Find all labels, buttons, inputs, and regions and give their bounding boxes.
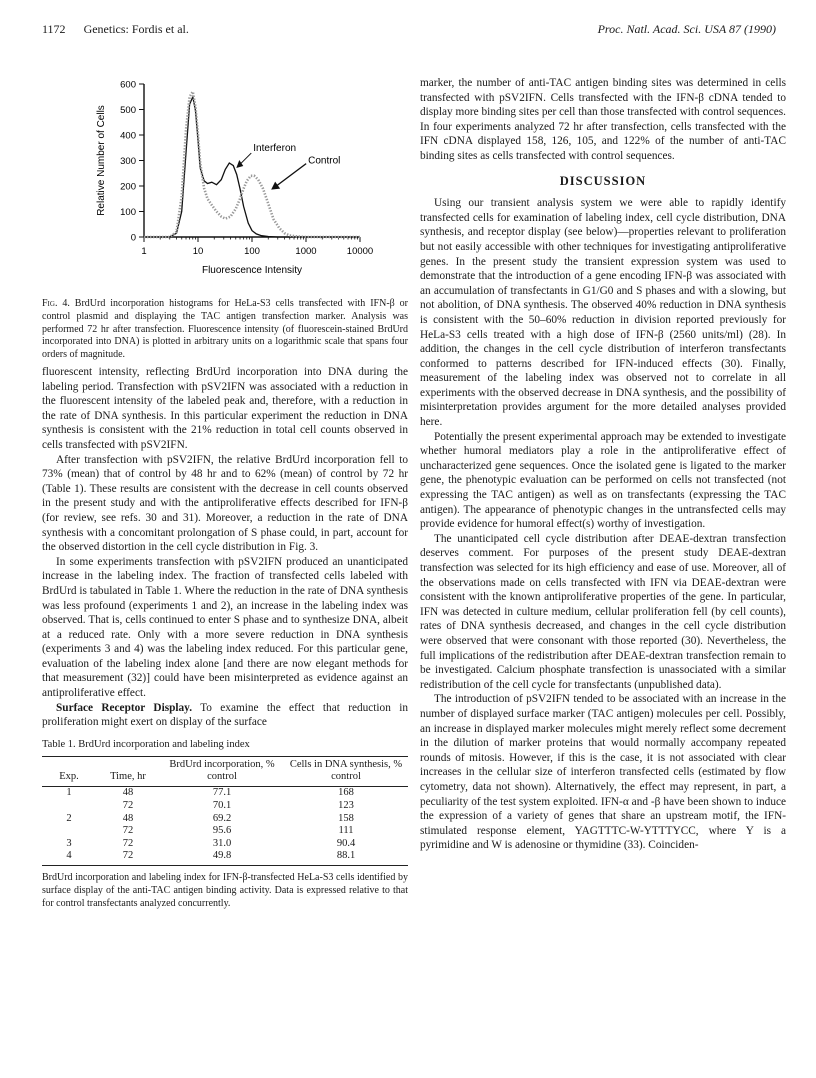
histogram-chart xyxy=(42,72,408,294)
annotation-interferon-label: Interferon xyxy=(253,143,297,155)
surface-receptor-heading: Surface Receptor Display. xyxy=(56,701,193,714)
journal-citation: Proc. Natl. Acad. Sci. USA 87 (1990) xyxy=(597,22,776,36)
table-cell: 168 xyxy=(338,787,354,799)
x-tick-label: 1000 xyxy=(295,246,317,257)
surface-receptor-text: To examine the effect that reduction in proliferation might exert on display of the surface xyxy=(42,701,408,729)
table-cell: 4 xyxy=(42,850,96,865)
right-paragraph-5: The introduction of pSV2IFN tended to be associated with an increase in the number of displayed surface marker (TAC antigen) molecules per cell. Possibly, an increase in displayed marker molecules might merely reflect some decrement in the dilution of marker proteins that would normally accompany repeated rounds of mitosis. However, if this is the case, it is not associated with clear increases in the cellular size of interferon transfected cells (estimated by flow cytometry, data not shown). Alternatively, the effect may represent, in part, a peculiarity of the test system exploited. IFN-α and -β have been shown to induce the expression of a variety of genes that share an upstream motif, the IFN-stimulated response element, YAGTTTC-W-YTTTYCC, where Y is a pyrimidine and W is adenosine or thymidine (33). Coinciden- xyxy=(420,693,786,852)
table-cell xyxy=(42,825,96,838)
table-cell: 31.0 xyxy=(212,837,232,849)
table-cell: 72 xyxy=(122,825,134,837)
running-header-left xyxy=(42,22,207,37)
table-header-row xyxy=(42,757,408,787)
y-tick-label: 0 xyxy=(130,232,136,244)
y-tick-label: 500 xyxy=(120,105,136,116)
series-interferon-line xyxy=(144,97,360,237)
x-tick-label: 10 xyxy=(192,246,204,257)
left-paragraph-4 xyxy=(42,701,408,730)
y-tick-label: 300 xyxy=(120,156,136,167)
table-cell: 90.4 xyxy=(336,837,356,849)
table-header-exp: Exp. xyxy=(42,757,96,787)
annotation-interferon-arrowhead xyxy=(236,160,243,168)
table-cell: 158 xyxy=(338,812,354,824)
table-header-cells: Cells in DNA synthesis, % control xyxy=(284,757,408,787)
discussion-heading: DISCUSSION xyxy=(559,173,647,188)
table-cell: 77.1 xyxy=(212,787,232,799)
table-row xyxy=(42,787,408,800)
table-row xyxy=(42,825,408,838)
table-row xyxy=(42,838,408,851)
table-cell: 72 xyxy=(122,837,134,849)
table-cell: 70.1 xyxy=(212,800,232,812)
table-cell: 123 xyxy=(338,800,354,812)
annotation-control-arrowhead xyxy=(271,182,280,190)
y-tick-label: 100 xyxy=(120,207,136,218)
table-cell: 3 xyxy=(66,837,72,849)
section-title: Genetics: Fordis et al. xyxy=(83,22,189,36)
right-paragraph-3: Potentially the present experimental approach may be extended to investigate whether humoral mediators play a role in the antiproliferative effect of uncharacterized gene sequences. Once the isolated gene is ligated to the marker gene, the phenotypic evaluation can be performed on cells not transfected (not expressing the TAC antigen) as well as on transfectants (expressing the TAC antigen). The appearance of phenotypic changes in the untransfected cells may provide evidence for humoral effect(s) worthy of investigation. xyxy=(420,430,786,531)
table-cell xyxy=(42,800,96,813)
y-tick-label: 400 xyxy=(120,130,136,142)
figure-4 xyxy=(42,72,408,294)
table-row xyxy=(42,813,408,826)
table-cell: 69.2 xyxy=(212,812,232,824)
right-paragraph-1: marker, the number of anti-TAC antigen binding sites was determined in cells transfected with pSV2IFN. Cells transfected with the IFN-β cDNA tended to display more binding sites per cell than those transfected with control sequences. In four experiments analyzed 72 hr after transfection, cells transfected with the IFN cDNA displayed 158, 126, 105, and 122% of the number of anti-TAC binding sites as cells transfected with control sequences. xyxy=(420,77,786,162)
table-row xyxy=(42,850,408,865)
table-cell: 49.8 xyxy=(160,850,284,865)
figure-caption-label: Fig. 4. xyxy=(42,298,70,309)
table-cell: 2 xyxy=(66,812,72,824)
figure-caption-text: BrdUrd incorporation histograms for HeLa-S3 cells transfected with IFN-β or control plasmid and displaying the TAC antigen transfection marker. Analysis was performed 72 hr after transfection. Fluorescence intensity (of fluorescein-stained BrdUrd incorporated into DNA) is plotted in arbitrary units on a logarithmic scale that spans four orders of magnitude. xyxy=(42,298,408,361)
left-paragraph-2: After transfection with pSV2IFN, the relative BrdUrd incorporation fell to 73% (mean) that of control by 48 hr and to 62% (mean) of control by 72 hr (Table 1). These results are consistent with the decrease in cell counts observed in the present study and with the antiproliferative effects described for IFN-β (for review, see refs. 30 and 31). Moreover, a reduction in the rate of DNA synthesis with a concomitant prolongation of S phase could, in part, account for the observed distortion in the cell cycle distribution in Fig. 3. xyxy=(42,453,408,554)
table-title: Table 1. BrdUrd incorporation and labeling index xyxy=(42,738,250,750)
table-footnote: BrdUrd incorporation and labeling index for IFN-β-transfected HeLa-S3 cells identified by surface display of the anti-TAC antigen binding activity. Data is expressed relative to that for control transfectants analyzed concurrently. xyxy=(42,872,408,909)
table-cell: 48 xyxy=(122,812,134,824)
table-cell: 88.1 xyxy=(284,850,408,865)
x-axis-label: Fluorescence Intensity xyxy=(201,265,303,276)
table-cell: 72 xyxy=(122,800,134,812)
table-header-time: Time, hr xyxy=(96,757,160,787)
x-tick-label: 1 xyxy=(141,246,147,257)
table-cell: 1 xyxy=(66,787,72,799)
table-cell: 48 xyxy=(122,787,134,799)
y-tick-label: 200 xyxy=(120,181,136,193)
right-paragraph-4: The unanticipated cell cycle distribution after DEAE-dextran transfection deserves comment. For purposes of the present study DEAE-dextran transfection was selected for its high efficiency and ease of use. Moreover, all of the observations made on cells transfected with IFN via DEAE-dextran were consistent with the known antiproliferative properties of the gene. In particular, IFN was detected in culture medium, cellular proliferation fell (by cell counts), rates of DNA synthesis decreased, and changes in the cell cycle distribution were observed that were consonant with those reported (30). Nevertheless, the full implications of the redistribution after DEAE-dextran transfection remain to be investigated. Calcium phosphate transfection is unassociated with a similar redistribution of the cell cycle for transfectants (unpublished data). xyxy=(420,532,786,691)
table-cell: 72 xyxy=(96,850,160,865)
left-column xyxy=(42,365,408,910)
y-axis-label: Relative Number of Cells xyxy=(96,105,107,216)
x-tick-label: 10000 xyxy=(346,246,374,257)
figure-caption xyxy=(42,298,408,362)
right-column xyxy=(420,76,786,853)
annotation-control-arrow xyxy=(274,164,306,188)
x-tick-label: 100 xyxy=(244,246,260,257)
left-paragraph-1: fluorescent intensity, reflecting BrdUrd incorporation into DNA during the labeling period. Transfection with pSV2IFN was associated with a reduction in the fluorescent intensity of the labeled peak and, therefore, with a reduction in the rate of DNA synthesis. In this particular experiment the reduction in DNA synthesis is consistent with the 21% reduction in total cell counts observed in cells transfected with pSV2IFN. xyxy=(42,366,408,451)
table-row xyxy=(42,800,408,813)
table-cell: 95.6 xyxy=(212,825,232,837)
annotation-control-label: Control xyxy=(308,155,341,167)
page-number: 1172 xyxy=(42,22,66,36)
y-tick-label: 600 xyxy=(120,79,136,91)
right-paragraph-2: Using our transient analysis system we were able to rapidly identify transfected cells for examination of labeling index, cell cycle distribution, DNA synthesis, and receptor display (see below)—properties relevant to proliferation but not easily accessible with other techniques for investigating antiproliferative genes. In the present study the transient expression system was used to demonstrate that the introduction of a gene encoding IFN-β was associated with an accumulation of transfectants in G1/G0 and S phases and with a slowing, but not abolition, of DNA synthesis. The observed 40% reduction in DNA synthesis is consistent with the 50–60% reduction in division reported previously for HeLa-S3 cells treated with a high dose of IFN-β (2560 units/ml) (28). In addition, the changes in the cell cycle distribution of interferon transfectants conformed to patterns described for IFN-induced effects (30). Finally, measurement of the labeling index was observed not to correlate in all experiments with the observed decrease in DNA synthesis, and the possibility of misinterpretation provides argument for the more detailed analyses provided here. xyxy=(420,197,786,429)
table-cell: 111 xyxy=(338,825,354,837)
left-paragraph-3: In some experiments transfection with pSV2IFN produced an unanticipated increase in the labeling index. The fraction of transfected cells labeled with BrdUrd is tabulated in Table 1. Where the reduction in the rate of DNA synthesis was less profound (experiments 1 and 2), an increase in the labeling index was observed. That is, cells continued to enter S phase and to synthesize DNA, albeit at a reduced rate. Only with a more severe reduction in DNA synthesis (experiments 3 and 4) was the labeling index reduced. For this particular gene, evaluation of the labeling index alone [and there are now elegant methods for that measurement (32)] could have been misinterpreted as evidence against an antiproliferative effect. xyxy=(42,555,408,700)
table-header-brdurd: BrdUrd incorporation, % control xyxy=(160,757,284,787)
table-1 xyxy=(42,756,408,866)
